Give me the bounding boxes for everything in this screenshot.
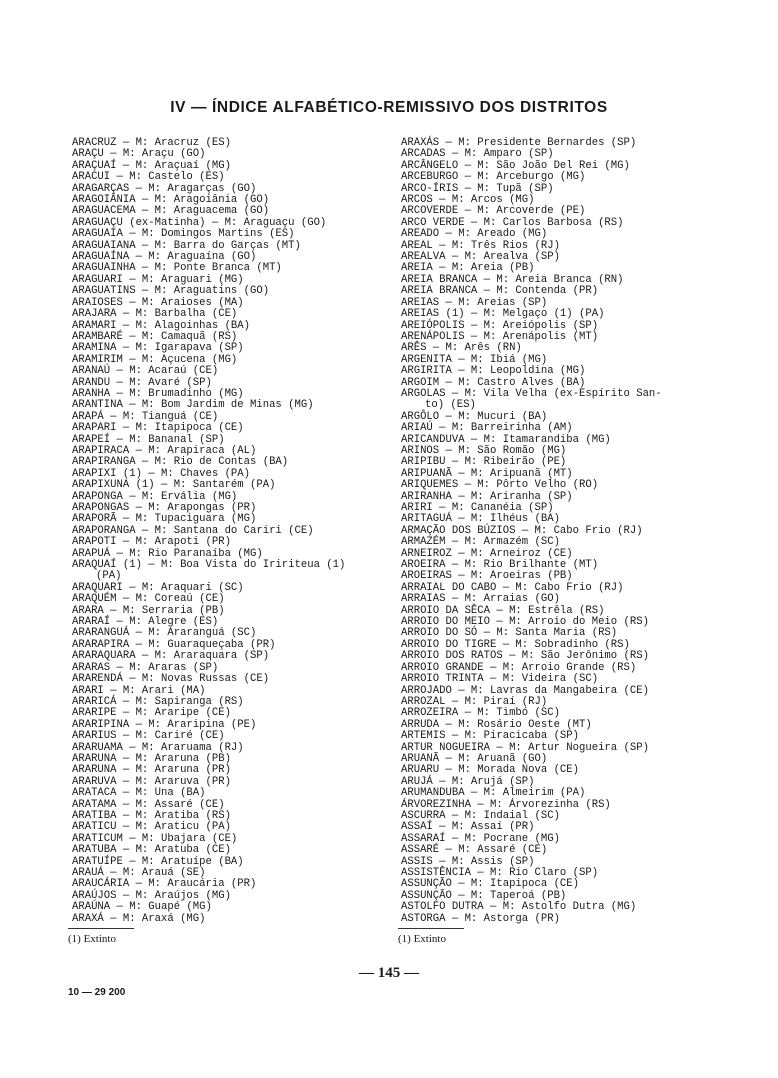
index-entry: AROEIRA — M: Rio Brilhante (MT) (401, 559, 599, 572)
index-entry: AREADO — M: Areado (MG) (401, 228, 548, 241)
index-entry: ARIAÚ — M: Barreirinha (AM) (401, 422, 573, 435)
index-entry: ARAPEÍ — M: Bananal (SP) (72, 433, 225, 446)
index-entry: ARAPUÁ — M: Rio Paranaíba (MG) (72, 547, 263, 560)
index-entry: ARIQUEMES — M: Pôrto Velho (RO) (401, 479, 599, 492)
index-entry: ARAXÁ — M: Araxá (MG) (72, 912, 206, 925)
footnote-left: (1) Extinto (68, 933, 116, 945)
index-entry: ARUJÁ — M: Arujá (SP) (401, 775, 535, 788)
index-entry: ARAGUARI — M: Araguari (MG) (72, 273, 244, 286)
index-entry: ARCÂNGELO — M: São João Del Rei (MG) (401, 159, 630, 172)
index-entry: ARAMARI — M: Alagoinhas (BA) (72, 319, 251, 332)
index-entry: ARARAS — M: Araras (SP) (72, 661, 219, 674)
index-entry: AREIAS — M: Areias (SP) (401, 296, 548, 309)
index-entry: ARAGUAIA — M: Domingos Martins (ES) (72, 228, 295, 241)
index-entry: ARRAIAS — M: Arraias (GO) (401, 593, 560, 606)
index-entry: ARRUDA — M: Rosário Oeste (MT) (401, 718, 592, 731)
index-entry: ARAGOIÂNIA — M: Aragoiânia (GO) (72, 194, 270, 207)
index-entry: ARUMANDUBA — M: Almeirim (PA) (401, 787, 586, 800)
index-entry: ARAPIXI (1) — M: Chaves (PA) (72, 467, 251, 480)
index-entry: ARANTINA — M: Bom Jardim de Minas (MG) (72, 399, 314, 412)
index-entry: ARMAÇÃO DOS BÚZIOS — M: Cabo Frio (RJ) (401, 524, 643, 537)
index-entry: ARAPIRANGA — M: Rio de Contas (BA) (72, 456, 289, 469)
index-entry: ARNEIROZ — M: Arneiroz (CE) (401, 547, 573, 560)
index-entry: ARAQUÉM — M: Coreaú (CE) (72, 593, 225, 606)
index-entry: ARIRANHA — M: Ariranha (SP) (401, 490, 573, 503)
index-entry: ARROIO DOS RATOS — M: São Jerônimo (RS) (401, 650, 649, 663)
print-code: 10 — 29 200 (68, 987, 126, 998)
index-entry: ASSIS — M: Assis (SP) (401, 855, 535, 868)
index-entry: ARAGUAIANA — M: Barra do Garças (MT) (72, 239, 301, 252)
footnote-rule-left (68, 928, 134, 929)
index-entry: ARATIBA — M: Aratiba (RS) (72, 809, 231, 822)
index-entry: ASSISTÊNCIA — M: Rio Claro (SP) (401, 867, 599, 879)
index-entry: ARAÚJOS — M: Araújos (MG) (72, 889, 231, 902)
index-entry: ARCOS — M: Arcos (MG) (401, 194, 535, 207)
index-entry: ARITAGUÁ — M: Ilhéus (BA) (401, 513, 560, 526)
index-entry: ARGOLAS — M: Vila Velha (ex-Espírito San- (401, 387, 662, 400)
index-entry: ARROZEIRA — M: Timbó (SC) (401, 707, 560, 720)
index-entry: ARAÚNA — M: Guapé (MG) (72, 901, 212, 914)
index-entry: ARRAIAL DO CABO — M: Cabo Frio (RJ) (401, 581, 624, 594)
index-entry: ASTORGA — M: Astorga (PR) (401, 912, 560, 925)
footnote-rule-right (398, 928, 464, 929)
index-entry: ARAUCÁRIA — M: Araucária (PR) (72, 878, 257, 891)
index-entry: AREIAS (1) — M: Melgaço (1) (PA) (401, 308, 605, 321)
index-entry: ARGENITA — M: Ibiá (MG) (401, 353, 548, 366)
index-entry: (PA) (96, 570, 122, 583)
index-entry: AROEIRAS — M: Aroeiras (PB) (401, 570, 573, 583)
index-entry: ASCURRA — M: Indaial (SC) (401, 809, 560, 822)
index-entry: ARARUNA — M: Araruna (PB) (72, 752, 231, 765)
index-entry: ARROIO DO TIGRE — M: Sobradinho (RS) (401, 638, 630, 651)
index-entry: ARARIPE — M: Araripe (CE) (72, 707, 231, 720)
right-column (401, 138, 707, 925)
index-entry: ARAPORANGA — M: Santana do Cariri (CE) (72, 524, 314, 537)
index-entry: ARGÔLO — M: Mucuri (BA) (401, 410, 548, 423)
index-entry: ARAGUATINS — M: Araguatins (GO) (72, 285, 270, 298)
index-entry: ARUANÃ — M: Aruanã (GO) (401, 752, 548, 765)
index-entry: AREALVA — M: Arealva (SP) (401, 251, 560, 264)
index-entry: ARAGUAÍNA — M: Araguaína (GO) (72, 251, 257, 264)
index-entry: ARENÁPOLIS — M: Arenápolis (MT) (401, 330, 599, 343)
index-entry: ARATICUM — M: Ubajara (CE) (72, 832, 238, 845)
index-entry: ARATACA — M: Una (BA) (72, 787, 206, 800)
index-entry: ARAGUACEMA — M: Araguacema (GO) (72, 205, 270, 218)
index-entry: ARÊS — M: Arês (RN) (401, 342, 522, 355)
index-entry: ARARI — M: Arari (MA) (72, 684, 206, 697)
index-entry: ARAPOTI — M: Arapoti (PR) (72, 536, 231, 549)
index-entry: ARAGUAINHA — M: Ponte Branca (MT) (72, 262, 282, 275)
index-entry: ASSARÉ — M: Assaré (CE) (401, 844, 548, 857)
index-entry: ARAMIRIM — M: Açucena (MG) (72, 353, 238, 366)
index-entry: ASSUNÇÃO — M: Taperoá (PB) (401, 889, 567, 902)
index-entry: ARAGARÇAS — M: Aragarças (GO) (72, 182, 257, 195)
index-entry: ARTEMIS — M: Piracicaba (SP) (401, 730, 580, 743)
index-entry: AREIA BRANCA — M: Contenda (PR) (401, 285, 599, 298)
index-entry: ARAJARA — M: Barbalha (CE) (72, 308, 238, 321)
index-entry: ARUARU — M: Morada Nova (CE) (401, 764, 580, 777)
index-entry: ARARAPIRA — M: Guaraqueçaba (PR) (72, 638, 276, 651)
index-entry: ARATAMA — M: Assaré (CE) (72, 798, 225, 811)
index-entry: ARAPONGA — M: Ervália (MG) (72, 490, 238, 503)
index-entry: ARCOVERDE — M: Arcoverde (PE) (401, 205, 586, 218)
index-entry: ARCO VERDE — M: Carlos Barbosa (RS) (401, 216, 624, 229)
index-entry: ASSARAÍ — M: Pocrane (MG) (401, 832, 560, 845)
index-entry: ARINOS — M: São Romão (MG) (401, 444, 567, 457)
index-entry: ARARAQUARA — M: Araraquara (SP) (72, 650, 270, 663)
index-entry: ARAÇUAÍ — M: Araçuaí (MG) (72, 159, 231, 172)
index-entry: ARROZAL — M: Piraí (RJ) (401, 695, 548, 708)
index-entry: ARCO-ÍRIS — M: Tupã (SP) (401, 182, 554, 195)
index-entry: ARATUBA — M: Aratuba (CE) (72, 844, 231, 857)
index-entry: ARATICU — M: Araticu (PA) (72, 821, 231, 834)
index-entry: ARAIOSES — M: Araioses (MA) (72, 296, 244, 309)
footnote-right: (1) Extinto (398, 933, 446, 945)
index-entry: ARANAÚ — M: Acaraú (CE) (72, 365, 219, 378)
index-entry: ÁRVOREZINHA — M: Árvorezinha (RS) (401, 798, 611, 811)
index-entry: AREIA BRANCA — M: Areia Branca (RN) (401, 273, 624, 286)
index-entry: ARIPUANÃ — M: Aripuanã (MT) (401, 467, 573, 480)
index-entry: ARARIPINA — M: Araripina (PE) (72, 718, 257, 731)
index-entry: ASTOLFO DUTRA — M: Astolfo Dutra (MG) (401, 901, 637, 914)
index-entry: ARARAÍ — M: Alegre (ES) (72, 616, 219, 629)
index-entry: ARICANDUVA — M: Itamarandiba (MG) (401, 433, 611, 446)
index-entry: ARAÇU — M: Araçu (GO) (72, 148, 206, 161)
index-entry: ARAPÁ — M: Tianguá (CE) (72, 410, 219, 423)
index-entry: ARARUAMA — M: Araruama (RJ) (72, 741, 244, 754)
index-entry: ARARENDÁ — M: Novas Russas (CE) (72, 673, 270, 686)
index-entry: ARTUR NOGUEIRA — M: Artur Nogueira (SP) (401, 741, 649, 754)
index-entry: ARANHA — M: Brumadinho (MG) (72, 387, 244, 400)
index-entry: AREAL — M: Três Rios (RJ) (401, 239, 560, 252)
index-entry: ARAUÁ — M: Arauá (SE) (72, 867, 206, 879)
index-entry: ARAPIXUNA (1) — M: Santarém (PA) (72, 479, 276, 492)
index-entry: ARAGUAÇU (ex-Matinha) — M: Araguaçu (GO) (72, 216, 327, 229)
index-entry: ASSAÍ — M: Assaí (PR) (401, 821, 535, 834)
left-column (72, 138, 378, 925)
index-entry: ARIPIBU — M: Ribeirão (PE) (401, 456, 567, 469)
index-entry: ARARICÁ — M: Sapiranga (RS) (72, 695, 244, 708)
index-entry: ARAPARI — M: Itapipoca (CE) (72, 422, 244, 435)
index-entry: ARROJADO — M: Lavras da Mangabeira (CE) (401, 684, 649, 697)
index-entry: ARROIO DO MEIO — M: Arroio do Meio (RS) (401, 616, 649, 629)
index-entry: ARROIO GRANDE — M: Arroio Grande (RS) (401, 661, 637, 674)
page-title: IV — ÍNDICE ALFABÉTICO-REMISSIVO DOS DISTRITOS (170, 99, 608, 116)
index-entry: ASSUNÇÃO — M: Itapipoca (CE) (401, 878, 580, 891)
index-entry: ARROIO TRINTA — M: Videira (SC) (401, 673, 599, 686)
index-entry: ARAPORÃ — M: Tupaciguara (MG) (72, 513, 257, 526)
index-entry: ARAPIRACA — M: Arapiraca (AL) (72, 444, 257, 457)
index-entry: ARAMBARÉ — M: Camaquã (RS) (72, 330, 238, 343)
index-entry: ARACRUZ — M: Aracruz (ES) (72, 137, 231, 149)
index-entry: ARROIO DA SÊCA — M: Estrêla (RS) (401, 604, 605, 617)
index-entry: ARARUNA — M: Araruna (PR) (72, 764, 231, 777)
index-entry: ARGOIM — M: Castro Alves (BA) (401, 376, 586, 389)
page-number: — 145 — (359, 965, 419, 981)
index-entry: to) (ES) (425, 399, 476, 412)
index-entry: ARARA — M: Serraria (PB) (72, 604, 225, 617)
index-entry: ARAQUAÍ (1) — M: Boa Vista do Iririteua (1) (72, 559, 346, 572)
index-entry: ARIRI — M: Cananéia (SP) (401, 502, 554, 514)
index-entry: ARATUÍPE — M: Aratuípe (BA) (72, 855, 244, 868)
index-entry: ARARIUS — M: Cariré (CE) (72, 730, 225, 743)
index-entry: ARARUVA — M: Araruva (PR) (72, 775, 231, 788)
index-entry: ARMAZÉM — M: Armazém (SC) (401, 536, 560, 549)
index-entry: ARAPONGAS — M: Arapongas (PR) (72, 502, 257, 514)
index-entry: ARAQUARI — M: Araquari (SC) (72, 581, 244, 594)
index-entry: ARAMINA — M: Igarapava (SP) (72, 342, 244, 355)
index-entry: ARGIRITA — M: Leopoldina (MG) (401, 365, 586, 378)
index-entry: ARCADAS — M: Amparo (SP) (401, 148, 554, 161)
index-entry: AREIÓPOLIS — M: Areiópolis (SP) (401, 319, 599, 332)
index-entry: ARARANGUÁ — M: Araranguá (SC) (72, 627, 257, 640)
index-entry: AREIA — M: Areia (PB) (401, 262, 535, 275)
index-entry: ARANDU — M: Avaré (SP) (72, 376, 212, 389)
index-entry: ARAXÁS — M: Presidente Bernardes (SP) (401, 137, 637, 149)
index-entry: ARACUI — M: Castelo (ES) (72, 171, 225, 184)
index-entry: ARROIO DO SÓ — M: Santa Maria (RS) (401, 627, 618, 640)
index-entry: ARCEBURGO — M: Arceburgo (MG) (401, 171, 586, 184)
